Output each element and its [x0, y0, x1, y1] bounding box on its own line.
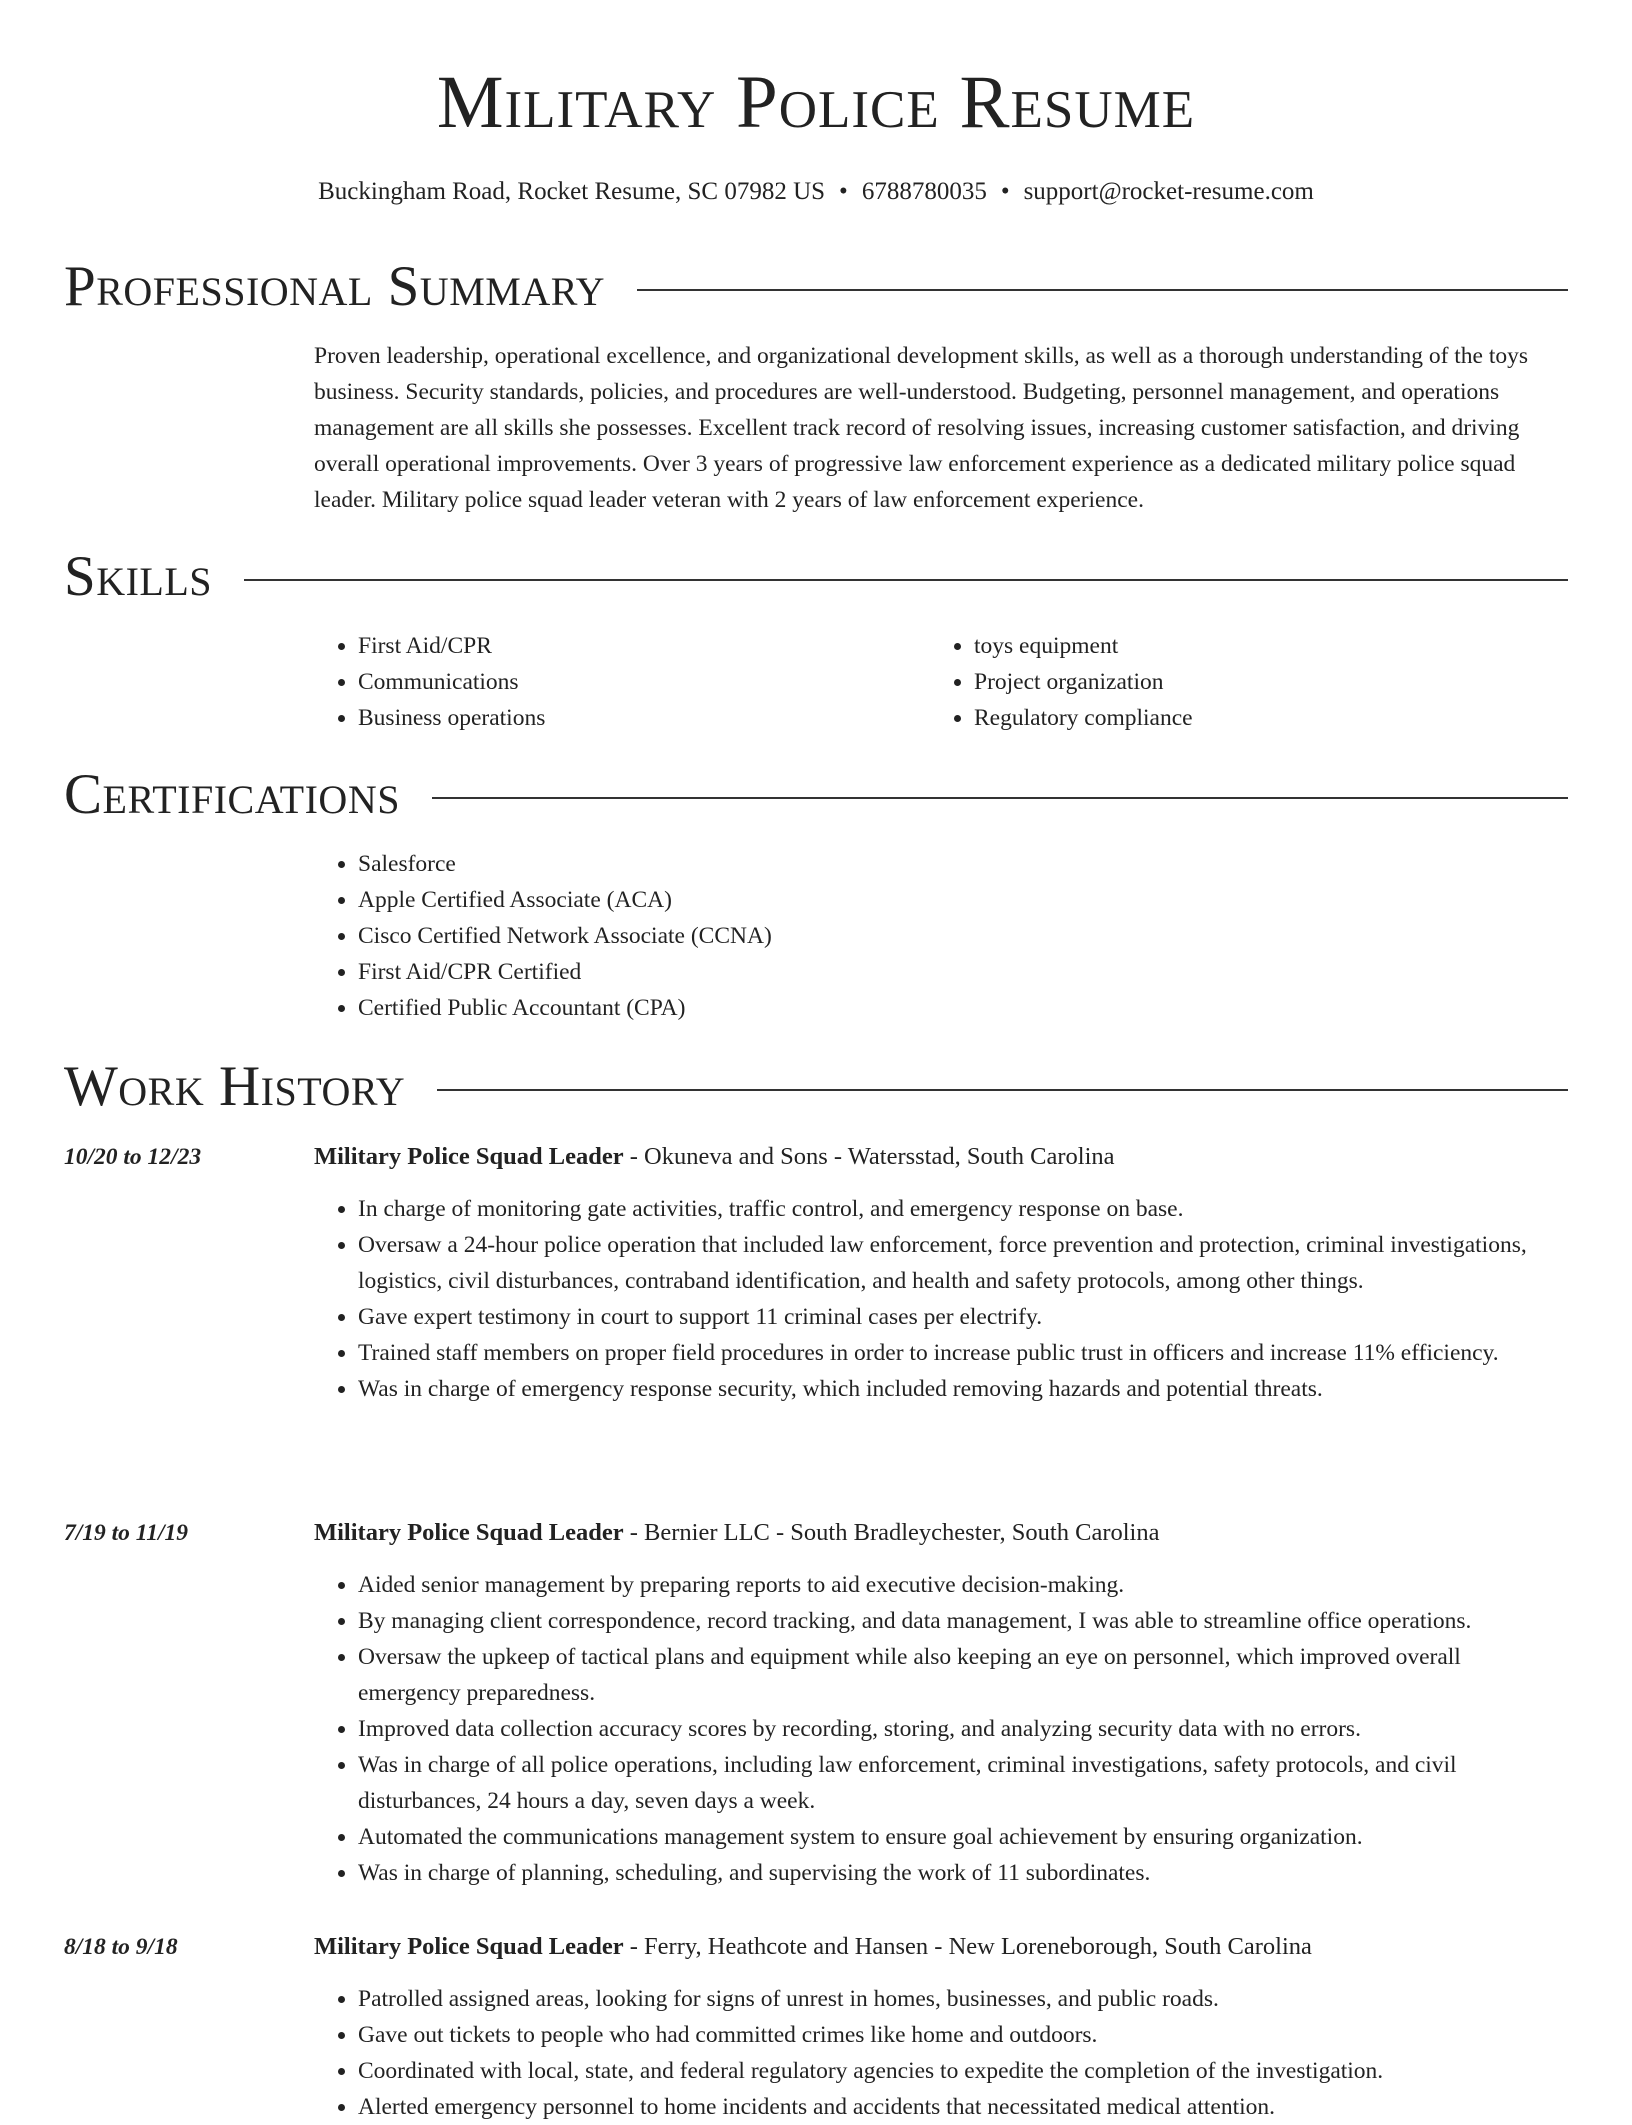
- job-bullets: [314, 1981, 1568, 2125]
- certification-item: • Cisco Certified Network Associate (CCNA): [358, 918, 1568, 954]
- section-divider: [437, 1089, 1568, 1091]
- resume-title: Military Police Resume: [436, 61, 1196, 144]
- job-company-location: - Okuneva and Sons - Watersstad, South Carolina: [623, 1143, 1115, 1170]
- certification-item: • Salesforce: [358, 846, 1568, 882]
- certification-item: • Apple Certified Associate (ACA): [358, 882, 1568, 918]
- skill-item: • toys equipment: [974, 628, 1568, 664]
- job-bullet: • Was in charge of emergency response security, which included removing hazards and potential threats.: [358, 1371, 1568, 1407]
- job-bullet: • Was in charge of planning, scheduling, and supervising the work of 11 subordinates.: [358, 1855, 1568, 1891]
- certification-item: • First Aid/CPR Certified: [358, 954, 1568, 990]
- contact-phone: 6788780035: [861, 178, 987, 205]
- section-header-summary: [64, 252, 1568, 322]
- section-title-summary: Professional Summary: [64, 255, 606, 318]
- section-divider: [244, 579, 1568, 581]
- section-title-skills: Skills: [64, 545, 213, 608]
- contact-email[interactable]: support@rocket-resume.com: [1023, 178, 1314, 205]
- job-role: Military Police Squad Leader: [314, 1143, 624, 1170]
- job-bullet: • Patrolled assigned areas, looking for signs of unrest in homes, businesses, and public roads.: [358, 1981, 1568, 2017]
- certifications-block: [314, 846, 1568, 1026]
- skills-list-right: [930, 628, 1568, 736]
- job-heading: [314, 1929, 1568, 1965]
- skills-list-left: [314, 628, 914, 736]
- contact-separator: •: [839, 178, 848, 205]
- skill-item: • Regulatory compliance: [974, 700, 1568, 736]
- job-company-location: - Ferry, Heathcote and Hansen - New Loreneborough, South Carolina: [623, 1933, 1312, 1960]
- job-dates: 7/19 to 11/19: [64, 1520, 189, 1546]
- job-company-location: - Bernier LLC - South Bradleychester, South Carolina: [623, 1519, 1160, 1546]
- section-title-work-history: Work History: [64, 1055, 406, 1118]
- job-bullet: • Trained staff members on proper field procedures in order to increase public trust in officers and increase 11% efficiency.: [358, 1335, 1568, 1371]
- job-role: Military Police Squad Leader: [314, 1519, 624, 1546]
- skills-column-right: [930, 628, 1568, 736]
- job-heading: [314, 1515, 1568, 1551]
- job-heading: [314, 1139, 1568, 1175]
- job-bullet: • Coordinated with local, state, and federal regulatory agencies to expedite the completion of the investigation.: [358, 2053, 1568, 2089]
- job-bullet: • Gave out tickets to people who had committed crimes like home and outdoors.: [358, 2017, 1568, 2053]
- job-bullet: • Automated the communications management system to ensure goal achievement by ensuring organization.: [358, 1819, 1568, 1855]
- job-bullet: • Oversaw a 24-hour police operation that included law enforcement, force prevention and protection, criminal investigations, logistics, civil disturbances, contraband identification, and health and safety protocols, among other things.: [358, 1227, 1568, 1299]
- certifications-list: [314, 846, 1568, 1026]
- job-bullet: • Oversaw the upkeep of tactical plans and equipment while also keeping an eye on personnel, which improved overall emergency preparedness.: [358, 1639, 1568, 1711]
- job-dates: 10/20 to 12/23: [64, 1144, 202, 1170]
- section-header-work-history: [64, 1052, 1568, 1122]
- job-bullets: [314, 1191, 1568, 1407]
- section-title-certifications: Certifications: [64, 763, 400, 826]
- job-bullet: • Aided senior management by preparing reports to aid executive decision-making.: [358, 1567, 1568, 1603]
- job-content: [314, 1929, 1568, 2125]
- contact-line: [0, 174, 1632, 210]
- job-bullet: • Alerted emergency personnel to home incidents and accidents that necessitated medical attention.: [358, 2089, 1568, 2125]
- skill-item: • Business operations: [358, 700, 914, 736]
- skill-item: • Communications: [358, 664, 914, 700]
- job-dates: 8/18 to 9/18: [64, 1934, 178, 1960]
- certification-item: • Certified Public Accountant (CPA): [358, 990, 1568, 1026]
- summary-text: Proven leadership, operational excellence, and organizational development skills, as well as a thorough understanding of the toys business. Security standards, policies, and procedures are well-understood. Budgeting, personnel management, and operations management are all skills she possesses. Excellent track record of resolving issues, increasing customer satisfaction, and driving overall operational improvements. Over 3 years of progressive law enforcement experience as a dedicated military police squad leader. Military police squad leader veteran with 2 years of law enforcement experience.: [314, 343, 1529, 513]
- section-divider: [637, 289, 1568, 291]
- skills-column-left: [314, 628, 914, 736]
- section-header-certifications: [64, 760, 1568, 830]
- job-content: [314, 1139, 1568, 1407]
- job-bullet: • By managing client correspondence, record tracking, and data management, I was able to streamline office operations.: [358, 1603, 1568, 1639]
- section-header-skills: [64, 542, 1568, 612]
- skill-item: • First Aid/CPR: [358, 628, 914, 664]
- job-bullet: • Gave expert testimony in court to support 11 criminal cases per electrify.: [358, 1299, 1568, 1335]
- job-role: Military Police Squad Leader: [314, 1933, 624, 1960]
- job-bullet: • In charge of monitoring gate activities, traffic control, and emergency response on base.: [358, 1191, 1568, 1227]
- contact-address: Buckingham Road, Rocket Resume, SC 07982 US: [318, 178, 826, 205]
- job-bullet: • Was in charge of all police operations, including law enforcement, criminal investigations, safety protocols, and civil disturbances, 24 hours a day, seven days a week.: [358, 1747, 1568, 1819]
- section-divider: [432, 797, 1568, 799]
- job-content: [314, 1515, 1568, 1891]
- job-bullet: • Improved data collection accuracy scores by recording, storing, and analyzing security data with no errors.: [358, 1711, 1568, 1747]
- skill-item: • Project organization: [974, 664, 1568, 700]
- job-bullets: [314, 1567, 1568, 1891]
- contact-separator: •: [1000, 178, 1010, 205]
